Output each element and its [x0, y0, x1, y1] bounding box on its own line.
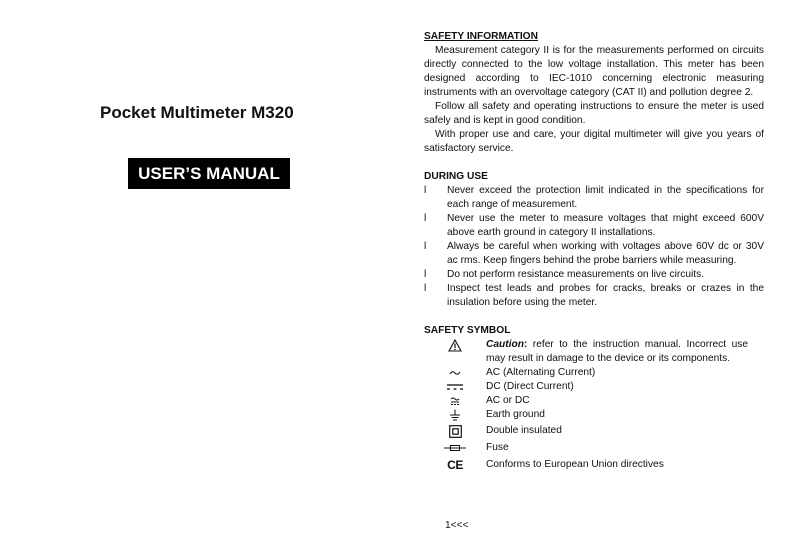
list-item — [424, 282, 764, 310]
list-item-text: Always be careful when working with voltages above 60V dc or 30V ac rms. Keep fingers behind the probe barriers while measuring. — [447, 241, 764, 266]
fuse-icon — [424, 441, 486, 455]
symbol-label: AC or DC — [486, 395, 530, 406]
symbol-row — [424, 366, 764, 380]
list-item — [424, 240, 764, 268]
list-item — [424, 268, 764, 282]
symbol-label: DC (Direct Current) — [486, 381, 574, 392]
symbol-label: Earth ground — [486, 409, 545, 420]
list-item — [424, 184, 764, 212]
bullet-marker: l — [424, 269, 427, 280]
symbol-row — [424, 394, 764, 408]
list-item-text: Do not perform resistance measurements on live circuits. — [447, 269, 705, 280]
bullet-marker: l — [424, 185, 427, 196]
caution-text — [486, 338, 748, 366]
ce-mark-text: CE — [447, 458, 463, 472]
users-manual-banner: USER’S MANUAL — [128, 158, 290, 189]
safety-information-heading: SAFETY INFORMATION — [424, 31, 538, 42]
earth-ground-icon — [424, 408, 486, 422]
dc-icon — [424, 380, 486, 394]
safety-paragraph: Follow all safety and operating instructions to ensure the meter is used safely and is kept in good condition. — [424, 101, 764, 126]
symbol-label: AC (Alternating Current) — [486, 367, 596, 378]
safety-page — [424, 30, 764, 472]
safety-symbol-heading: SAFETY SYMBOL — [424, 325, 511, 336]
symbol-row — [424, 458, 764, 472]
caution-label: Caution — [486, 339, 524, 350]
symbol-row — [424, 441, 764, 455]
list-item-text: Never use the meter to measure voltages that might exceed 600V above earth ground in category II installations. — [447, 213, 764, 238]
double-insulated-icon — [424, 424, 486, 438]
warning-triangle-icon — [424, 338, 486, 352]
page-number: 1<<< — [445, 520, 469, 531]
ac-dc-icon — [424, 394, 486, 408]
bullet-marker: l — [424, 213, 427, 224]
symbol-label: Conforms to European Union directives — [486, 459, 664, 470]
manual-title: Pocket Multimeter M320 — [100, 103, 294, 122]
list-item-text: Never exceed the protection limit indicated in the specifications for each range of measurement. — [447, 185, 764, 210]
symbol-row — [424, 408, 764, 422]
symbol-label: Fuse — [486, 442, 509, 453]
bullet-marker: l — [424, 283, 427, 294]
symbol-row-caution — [424, 338, 764, 366]
symbol-row — [424, 424, 764, 438]
list-item — [424, 212, 764, 240]
ce-mark-icon — [424, 458, 486, 472]
list-item-text: Inspect test leads and probes for cracks, breaks or crazes in the insulation before using the meter. — [447, 283, 764, 308]
ac-icon — [424, 366, 486, 380]
symbol-row — [424, 380, 764, 394]
symbol-label: Double insulated — [486, 425, 562, 436]
caution-description: refer to the instruction manual. Incorrect use may result in damage to the device or its components. — [486, 339, 748, 364]
safety-paragraph: With proper use and care, your digital multimeter will give you years of satisfactory service. — [424, 129, 764, 154]
safety-paragraph: Measurement category II is for the measurements performed on circuits directly connected to the low voltage installation. This meter has been designed according to IEC-1010 concerning electronic measuring instruments with an overvoltage category (CAT II) and pollution degree 2. — [424, 45, 764, 98]
caution-colon: : — [523, 339, 528, 350]
bullet-marker: l — [424, 241, 427, 252]
during-use-heading: DURING USE — [424, 171, 488, 182]
